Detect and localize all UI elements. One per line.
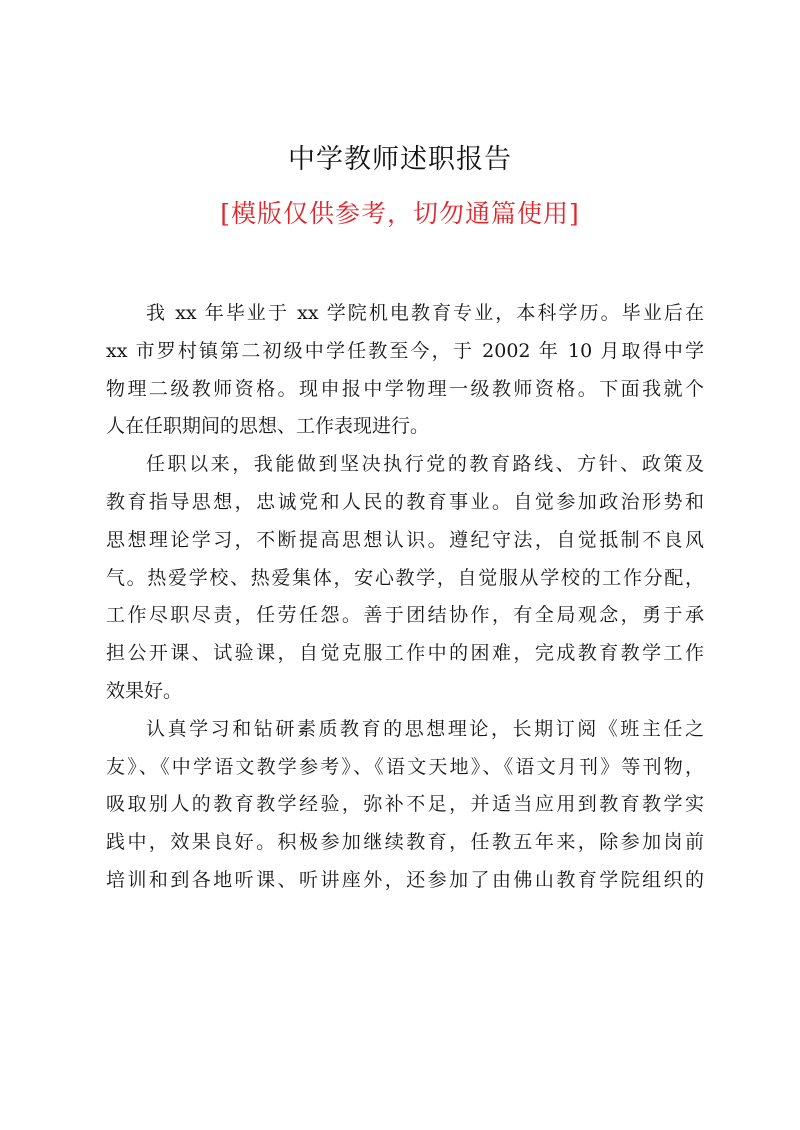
text-line: 吸取别人的教育教学经验，弥补不足，并适当应用到教育教学实 [106, 793, 704, 816]
paragraph [106, 295, 704, 446]
text-line: 人在任职期间的思想、工作表现进行。 [106, 415, 430, 438]
text-line: 物理二级教师资格。现申报中学物理一级教师资格。下面我就个 [106, 377, 704, 400]
text-line: xx 市罗村镇第二初级中学任教至今，于 2002 年 10 月取得中学 [106, 339, 704, 362]
paragraph [106, 711, 704, 900]
text-line: 培训和到各地听课、听讲座外，还参加了由佛山教育学院组织的 [106, 868, 704, 891]
page-title: 中学教师述职报告 [288, 144, 512, 175]
text-line: 我 xx 年毕业于 xx 学院机电教育专业，本科学历。毕业后在 [146, 302, 704, 324]
text-line: 担公开课、试验课，自觉克服工作中的困难，完成教育教学工作 [106, 642, 704, 665]
document-body [106, 295, 704, 900]
text-line: 认真学习和钻研素质教育的思想理论，长期订阅《班主任之 [146, 717, 704, 740]
text-line: 友》、《中学语文教学参考》、《语文天地》、《语文月刊》等刊物， [106, 755, 704, 778]
paragraph [106, 446, 704, 711]
text-line: 工作尽职尽责，任劳任怨。善于团结协作，有全局观念，勇于承 [106, 604, 704, 627]
text-line: 教育指导思想，忠诚党和人民的教育事业。自觉参加政治形势和 [106, 490, 704, 513]
text-line: 任职以来，我能做到坚决执行党的教育路线、方针、政策及 [146, 453, 704, 476]
text-line: 思想理论学习，不断提高思想认识。遵纪守法，自觉抵制不良风 [106, 528, 704, 551]
text-line: 践中，效果良好。积极参加继续教育，任教五年来，除参加岗前 [106, 831, 704, 854]
text-line: 气。热爱学校、热爱集体，安心教学，自觉服从学校的工作分配， [106, 566, 704, 589]
text-line: 效果好。 [106, 679, 183, 702]
template-notice: [模版仅供参考，切勿通篇使用] [220, 199, 580, 228]
